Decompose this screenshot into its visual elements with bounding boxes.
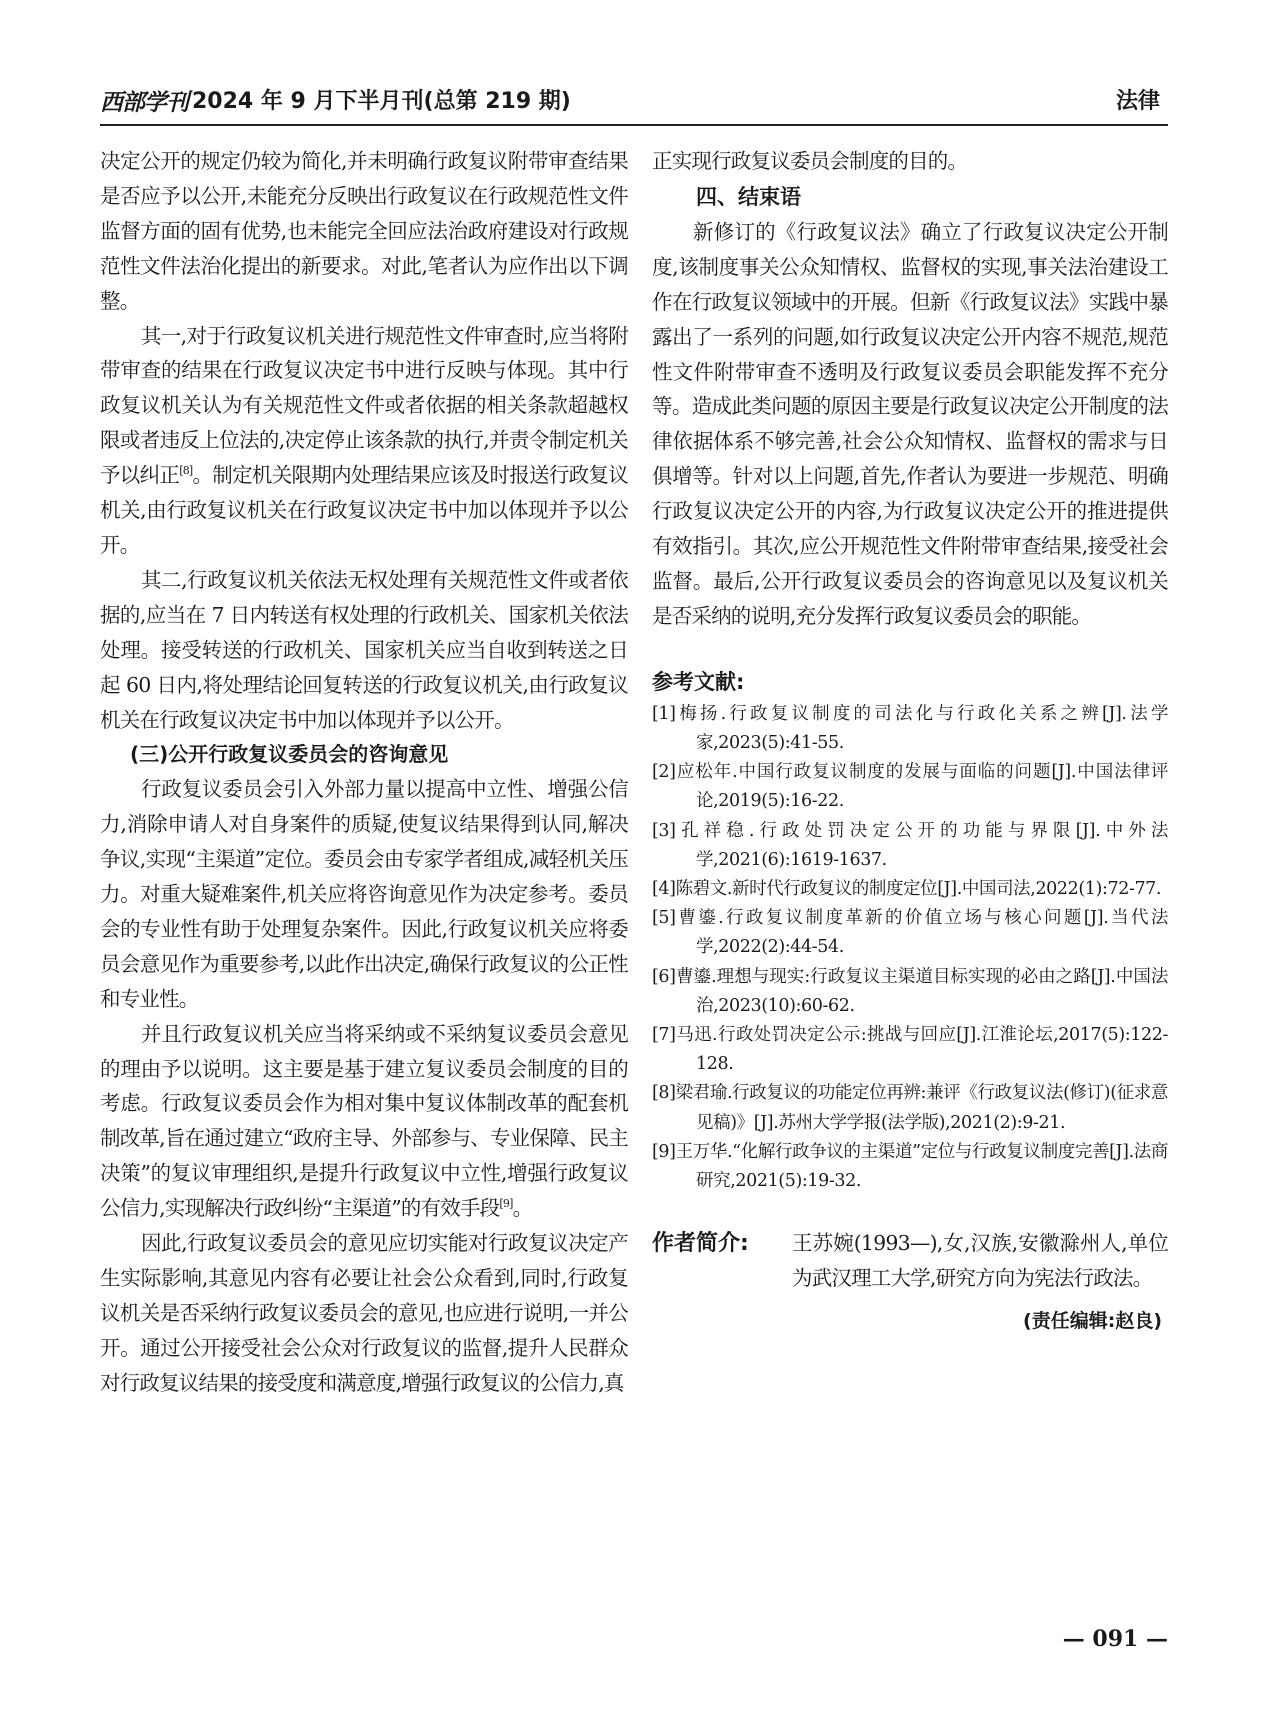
- reference-item: [8]梁君瑜.行政复议的功能定位再辨:兼评《行政复议法(修订)(征求意见稿)》[J].苏州大学学报(法学版),2021(2):9-21.: [652, 1083, 1168, 1133]
- paragraph: 正实现行政复议委员会制度的目的。: [652, 149, 968, 173]
- paragraph-text: 。制定机关限期内处理结果应该及时报送行政复议机关,由行政复议机关在行政复议决定书中加以体现并予以公开。: [100, 463, 628, 557]
- reference-list: [652, 700, 1168, 1196]
- reference-item: [5]曹鎏.行政复议制度革新的价值立场与核心问题[J].当代法学,2022(2):44-54.: [652, 908, 1168, 958]
- reference-item: [4]陈碧文.新时代行政复议的制度定位[J].中国司法,2022(1):72-77.: [652, 879, 1162, 899]
- paragraph: 因此,行政复议委员会的意见应切实能对行政复议决定产生实际影响,其意见内容有必要让社会公众看到,同时,行政复议机关是否采纳行政复议委员会的意见,也应进行说明,一并公开。通过公开接受社会公众对行政复议的监督,提升人民群众对行政复议结果的接受度和满意度,增强行政复议的公信力,真: [100, 1231, 628, 1395]
- paragraph-text: 并且行政复议机关应当将采纳或不采纳复议委员会意见的理由予以说明。这主要是基于建立复议委员会制度的目的考虑。行政复议委员会作为相对集中复议体制改革的配套机制改革,旨在通过建立“政府主导、外部参与、专业保障、民主决策”的复议审理组织,是提升行政复议中立性,增强行政复议公信力,实现解决行政纠纷“主渠道”的有效手段: [100, 1021, 628, 1221]
- citation-ref: [8]: [179, 464, 193, 478]
- journal-issue: 2024 年 9 月下半月刊(总第 219 期): [192, 89, 571, 114]
- paragraph: [100, 319, 628, 563]
- reference-item: [2]应松年.中国行政复议制度的发展与面临的问题[J].中国法律评论,2019(5):16-22.: [652, 762, 1168, 812]
- paragraph-text: 其一,对于行政复议机关进行规范性文件审查时,应当将附带审查的结果在行政复议决定书中进行反映与体现。其中行政复议机关认为有关规范性文件或者依据的相关条款超越权限或者违反上位法的,决定停止该条款的执行,并责令制定机关予以纠正: [100, 323, 628, 488]
- section-heading: 四、结束语: [696, 184, 801, 209]
- reference-item: [3]孔祥稳.行政处罚决定公开的功能与界限[J].中外法学,2021(6):1619-1637.: [652, 820, 1168, 870]
- paragraph: 决定公开的规定仍较为简化,并未明确行政复议附带审查结果是否应予以公开,未能充分反映出行政复议在行政规范性文件监督方面的固有优势,也未能完全回应法治政府建设对行政规范性文件法治化提出的新要求。对此,笔者认为应作出以下调整。: [100, 149, 628, 313]
- journal-logo: 西部学刊: [100, 89, 188, 116]
- page-number: — 091 —: [1062, 1626, 1168, 1652]
- paragraph: 其二,行政复议机关依法无权处理有关规范性文件或者依据的,应当在 7 日内转送有权处理的行政机关、国家机关依法处理。接受转送的行政机关、国家机关应当自收到转送之日起 60 日内,将处理结论回复转送的行政复议机关,由行政复议机关在行政复议决定书中加以体现并予以公开。: [100, 567, 628, 732]
- citation-ref: [9]: [499, 1197, 513, 1211]
- paragraph: 新修订的《行政复议法》确立了行政复议决定公开制度,该制度事关公众知情权、监督权的实现,事关法治建设工作在行政复议领域中的开展。但新《行政复议法》实践中暴露出了一系列的问题,如行政复议决定公开内容不规范,规范性文件附带审查不透明及行政复议委员会职能发挥不充分等。造成此类问题的原因主要是行政复议决定公开制度的法律依据体系不够完善,社会公众知情权、监督权的需求与日俱增等。针对以上问题,首先,作者认为要进一步规范、明确行政复议决定公开的内容,为行政复议决定公开的推进提供有效指引。其次,应公开规范性文件附带审查结果,接受社会监督。最后,公开行政复议委员会的咨询意见以及复议机关是否采纳的说明,充分发挥行政复议委员会的职能。: [652, 219, 1168, 628]
- right-column: [652, 144, 1168, 1333]
- author-bio: [652, 1226, 1168, 1296]
- reference-item: [9]王万华.“化解行政争议的主渠道”定位与行政复议制度完善[J].法商研究,2021(5):19-32.: [652, 1141, 1168, 1192]
- paragraph-text: 。: [512, 1196, 533, 1221]
- reference-item: [6]曹鎏.理想与现实:行政复议主渠道目标实现的必由之路[J].中国法治,2023(10):60-62.: [652, 966, 1168, 1016]
- editor-note: (责任编辑:赵良): [1023, 1310, 1162, 1333]
- author-text: 王苏婉(1993—),女,汉族,安徽滁州人,单位为武汉理工大学,研究方向为宪法行政法。: [792, 1231, 1168, 1291]
- reference-item: [7]马迅.行政处罚决定公示:挑战与回应[J].江淮论坛,2017(5):122-128.: [652, 1025, 1168, 1075]
- page-header: [100, 84, 1168, 126]
- paragraph: [100, 1017, 628, 1226]
- subsection-heading: (三)公开行政复议委员会的咨询意见: [130, 742, 449, 767]
- section-label: 法律: [1115, 89, 1160, 114]
- left-column: [100, 144, 628, 1401]
- author-label: 作者简介:: [652, 1231, 749, 1257]
- reference-item: [1]梅扬.行政复议制度的司法化与行政化关系之辨[J].法学家,2023(5):41-55.: [652, 703, 1168, 753]
- references-title: 参考文献:: [652, 669, 745, 694]
- paragraph: 行政复议委员会引入外部力量以提高中立性、增强公信力,消除申请人对自身案件的质疑,使复议结果得到认同,解决争议,实现“主渠道”定位。委员会由专家学者组成,减轻机关压力。对重大疑难案件,机关应将咨询意见作为决定参考。委员会的专业性有助于处理复杂案件。因此,行政复议机关应将委员会意见作为重要参考,以此作出决定,确保行政复议的公正性和专业性。: [100, 777, 628, 1011]
